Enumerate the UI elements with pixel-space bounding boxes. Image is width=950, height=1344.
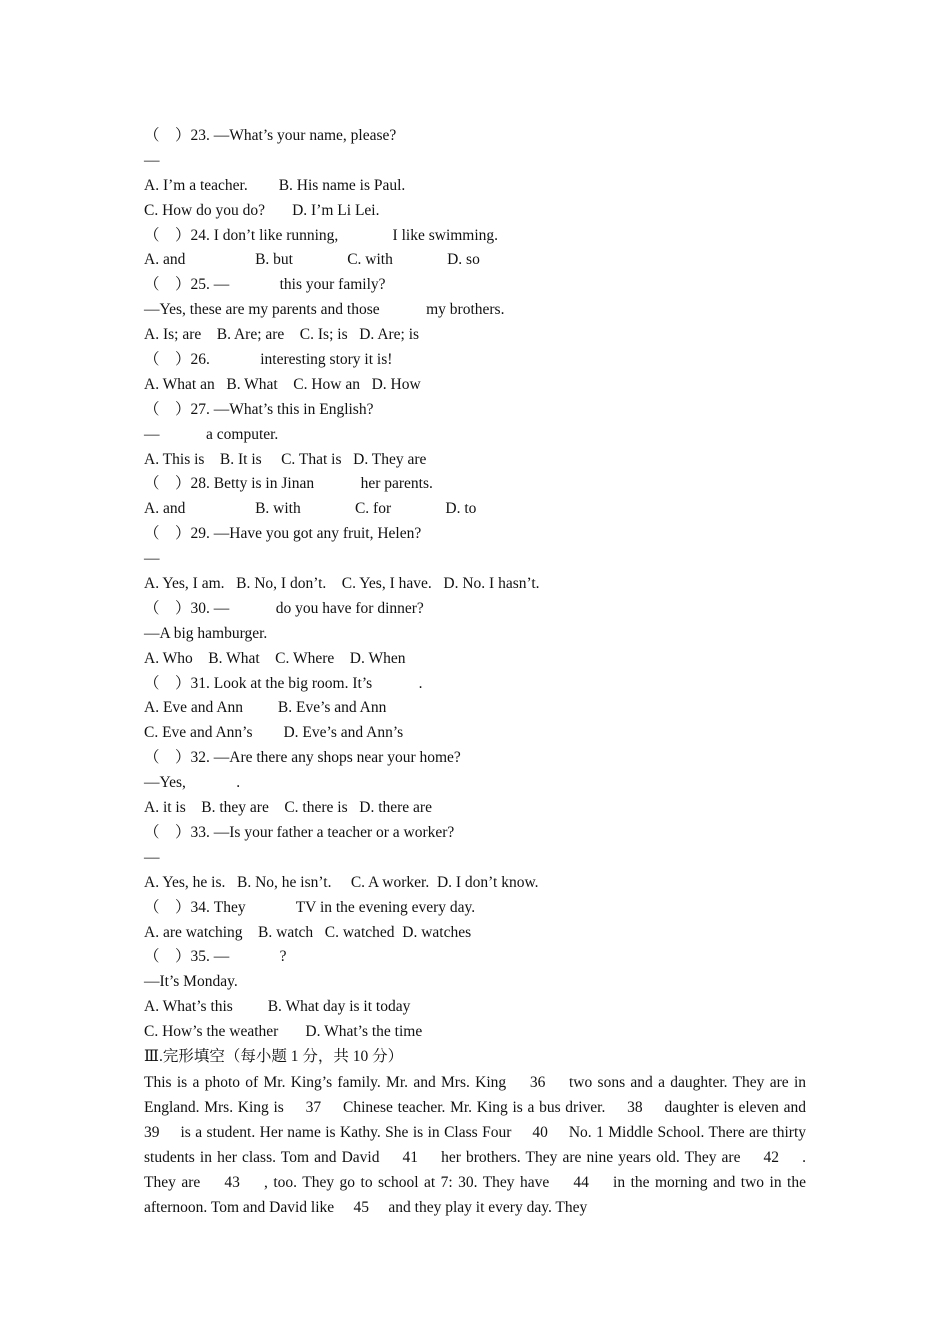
text-line: （ ）35. — ? <box>144 948 287 966</box>
text-line: C. How do you do? D. I’m Li Lei. <box>144 201 380 219</box>
text-line: A. What an B. What C. How an D. How <box>144 375 421 393</box>
text-line: （ ）28. Betty is in Jinan her parents. <box>144 475 433 493</box>
text-line: — <box>144 848 160 866</box>
text-line: A. are watching B. watch C. watched D. watches <box>144 923 472 941</box>
text-line: — <box>144 151 160 169</box>
text-line: —It’s Monday. <box>144 973 238 991</box>
text-line: （ ）30. — do you have for dinner? <box>144 599 424 617</box>
text-line: （ ）32. —Are there any shops near your home? <box>144 749 461 767</box>
text-line: （ ）24. I don’t like running, I like swimming. <box>144 226 499 244</box>
text-line: A. Is; are B. Are; are C. Is; is D. Are; is <box>144 326 420 344</box>
text-line: A. This is B. It is C. That is D. They are <box>144 450 427 468</box>
text-line: Ⅲ.完形填空（每小题 1 分，共 10 分） <box>144 1047 404 1065</box>
text-line: —Yes, these are my parents and those my brothers. <box>144 301 505 319</box>
text-line: — a computer. <box>144 425 279 443</box>
text-line: （ ）31. Look at the big room. It’s . <box>144 674 423 692</box>
text-line: A. I’m a teacher. B. His name is Paul. <box>144 176 406 194</box>
text-line: （ ）27. —What’s this in English? <box>144 400 374 418</box>
text-line: —A big hamburger. <box>144 624 268 642</box>
document-page <box>144 124 826 1220</box>
text-line: C. Eve and Ann’s D. Eve’s and Ann’s <box>144 724 404 742</box>
text-line: A. Who B. What C. Where D. When <box>144 649 406 667</box>
text-line: —Yes, . <box>144 774 241 792</box>
text-line: A. What’s this B. What day is it today <box>144 998 411 1016</box>
text-line: （ ）25. — this your family? <box>144 276 386 294</box>
text-line: （ ）29. —Have you got any fruit, Helen? <box>144 525 422 543</box>
text-line: A. it is B. they are C. there is D. there are <box>144 799 432 817</box>
text-line: — <box>144 550 160 568</box>
cloze-passage: This is a photo of Mr. King’s family. Mr. and Mrs. King 36 two sons and a daughter. They are in England. Mrs. King is 37 Chinese teacher. Mr. King is a bus driver. 38 daughter is eleven and 39 is a student. Her name is Kathy. She is in Class Four 40 No. 1 Middle School. There are thirty students in her class. Tom and David 41 her brothers. They are nine years old. They are 42 . They are 43 , too. They go to school at 7: 30. They have 44 in the morning and two in the afternoon. Tom and David like 45 and they play it every day. They <box>144 1073 826 1216</box>
text-line: A. Yes, I am. B. No, I don’t. C. Yes, I have. D. No. I hasn’t. <box>144 575 540 593</box>
text-line: （ ）34. They TV in the evening every day. <box>144 898 476 916</box>
text-line: （ ）33. —Is your father a teacher or a worker? <box>144 823 455 841</box>
text-line: A. Eve and Ann B. Eve’s and Ann <box>144 699 387 717</box>
text-line: C. How’s the weather D. What’s the time <box>144 1023 423 1041</box>
question-list <box>144 124 806 1070</box>
text-line: A. Yes, he is. B. No, he isn’t. C. A worker. D. I don’t know. <box>144 873 539 891</box>
text-line: A. and B. with C. for D. to <box>144 500 477 518</box>
text-line: A. and B. but C. with D. so <box>144 251 480 269</box>
text-line: （ ）26. interesting story it is! <box>144 351 393 369</box>
text-line: （ ）23. —What’s your name, please? <box>144 127 397 144</box>
